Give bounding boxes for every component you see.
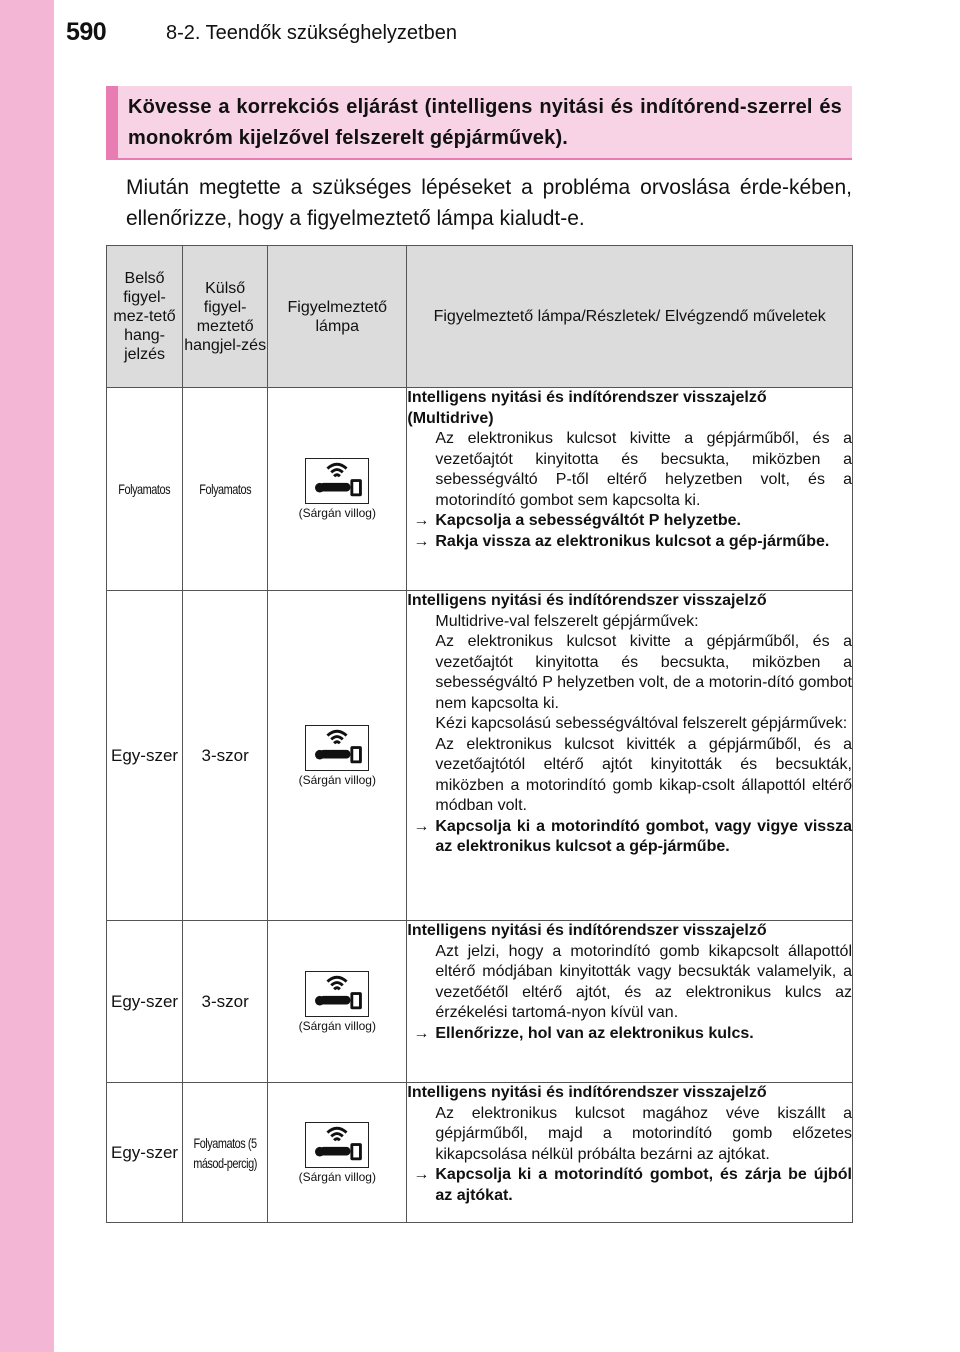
details-heading: Intelligens nyitási és indítórendszer visszajelző — [407, 1084, 767, 1101]
page-number: 590 — [66, 18, 107, 46]
action-text: Rakja vissza az elektronikus kulcsot a gép-járműbe. — [435, 532, 830, 550]
smart-key-indicator-icon — [305, 725, 369, 771]
smart-key-indicator-icon — [305, 971, 369, 1017]
arrow-icon: → — [413, 817, 430, 835]
details-text: Multidrive-val felszerelt gépjárművek: — [435, 612, 699, 630]
callout-box — [106, 86, 852, 160]
page-side-bar — [0, 0, 54, 1352]
action-item — [407, 511, 852, 532]
details-text: Azt jelzi, hogy a motorindító gomb kikapcsolt állapottól eltérő módjában kinyitották vagy becsukták valamelyik, a vezetőétől eltérő ajtót, és az elektronikus kulcs az érzékelési tartomá-nyon kívül van. — [435, 942, 852, 1021]
smart-key-indicator-icon — [305, 458, 369, 504]
action-item — [407, 1024, 852, 1045]
details-cell — [407, 388, 853, 591]
header-outer-buzzer: Külső figyel-meztető hangjel-zés — [183, 246, 268, 388]
table-row — [107, 1083, 853, 1223]
action-item — [407, 532, 852, 553]
lamp-cell — [268, 388, 407, 591]
details-text: Kézi kapcsolású sebességváltóval felszerelt gépjárművek: — [435, 715, 848, 732]
intro-paragraph: Miután megtette a szükséges lépéseket a probléma orvoslása érde-kében, ellenőrizze, hogy a figyelmeztető lámpa kialudt-e. — [126, 176, 852, 230]
lamp-cell — [268, 921, 407, 1083]
table-row — [107, 591, 853, 921]
action-item — [407, 1165, 852, 1206]
arrow-icon: → — [413, 532, 430, 550]
inner-buzzer-value: Egy-szer — [111, 745, 179, 765]
table-row — [107, 388, 853, 591]
outer-buzzer-value: 3-szor — [201, 991, 249, 1011]
lamp-cell — [268, 591, 407, 921]
details-cell — [407, 591, 853, 921]
details-text: Az elektronikus kulcsot kivitték a gépjárműből, és a vezetőajtótól eltérő ajtót kinyitották és becsukták, miközben a motorindító gomb kikap-csolt állapottól eltérő módban volt. — [435, 735, 852, 814]
table-row — [107, 921, 853, 1083]
details-heading: Intelligens nyitási és indítórendszer visszajelző — [407, 922, 767, 939]
header-inner-buzzer: Belső figyel-mez-tető hang-jelzés — [107, 246, 183, 388]
details-cell — [407, 1083, 853, 1223]
callout-text: Kövesse a korrekciós eljárást (intelligens nyitási és indítórend-szerrel és monokróm kijelzővel felszerelt gépjárművek). — [128, 96, 842, 149]
arrow-icon: → — [413, 1166, 430, 1183]
lamp-note: (Sárgán villog) — [298, 772, 376, 787]
header-details: Figyelmeztető lámpa/Részletek/ Elvégzendő műveletek — [407, 246, 853, 388]
inner-buzzer-cell — [107, 921, 183, 1083]
details-text: Az elektronikus kulcsot kivitte a gépjárműből, és a vezetőajtót kinyitotta és becsukta, miközben a sebességváltó P helyzetben volt, de a motorin-dító gombot nem kapcsolta ki. — [435, 633, 852, 712]
table-header-row — [107, 246, 853, 388]
inner-buzzer-value: Egy-szer — [111, 991, 179, 1011]
lamp-note: (Sárgán villog) — [298, 506, 376, 520]
lamp-cell — [268, 1083, 407, 1223]
details-text: Az elektronikus kulcsot kivitte a gépjárműből, és a vezetőajtót kinyitotta és becsukta, miközben a sebességváltó P-től eltérő helyzetben volt, és a motorindító gombot sem kapcsolta ki. — [435, 430, 852, 509]
outer-buzzer-cell — [183, 388, 268, 591]
outer-buzzer-value: Folyamatos (5 másod-percig) — [193, 1134, 258, 1171]
details-text: Az elektronikus kulcsot magához véve kiszállt a gépjárműből, majd a motorindító gomb előzetes kikapcsolása nélkül próbálta bezárni az ajtókat. — [435, 1104, 852, 1163]
action-text: Kapcsolja ki a motorindító gombot, és zárja be újból az ajtókat. — [435, 1166, 852, 1204]
inner-buzzer-cell — [107, 388, 183, 591]
details-heading: Intelligens nyitási és indítórendszer visszajelző — [407, 592, 767, 609]
header-warning-lamp: Figyelmeztető lámpa — [268, 246, 407, 388]
inner-buzzer-cell — [107, 591, 183, 921]
outer-buzzer-cell — [183, 1083, 268, 1223]
warning-table — [106, 245, 853, 1223]
smart-key-indicator-icon — [305, 1122, 369, 1168]
outer-buzzer-cell — [183, 591, 268, 921]
outer-buzzer-value: Folyamatos — [199, 481, 252, 497]
action-text: Ellenőrizze, hol van az elektronikus kulcs. — [435, 1024, 754, 1042]
action-item — [407, 817, 852, 858]
details-cell — [407, 921, 853, 1083]
arrow-icon: → — [413, 1024, 430, 1042]
inner-buzzer-value: Egy-szer — [111, 1142, 179, 1162]
section-title: 8-2. Teendők szükséghelyzetben — [166, 22, 457, 44]
details-heading: Intelligens nyitási és indítórendszer visszajelző (Multidrive) — [407, 389, 767, 427]
inner-buzzer-value: Folyamatos — [118, 481, 171, 497]
outer-buzzer-cell — [183, 921, 268, 1083]
inner-buzzer-cell — [107, 1083, 183, 1223]
arrow-icon: → — [413, 512, 430, 529]
outer-buzzer-value: 3-szor — [201, 745, 249, 765]
lamp-note: (Sárgán villog) — [298, 1018, 376, 1033]
action-text: Kapcsolja a sebességváltót P helyzetbe. — [435, 512, 741, 529]
action-text: Kapcsolja ki a motorindító gombot, vagy vigye vissza az elektronikus kulcsot a gép-járműbe. — [435, 817, 852, 855]
lamp-note: (Sárgán villog) — [298, 1169, 376, 1184]
